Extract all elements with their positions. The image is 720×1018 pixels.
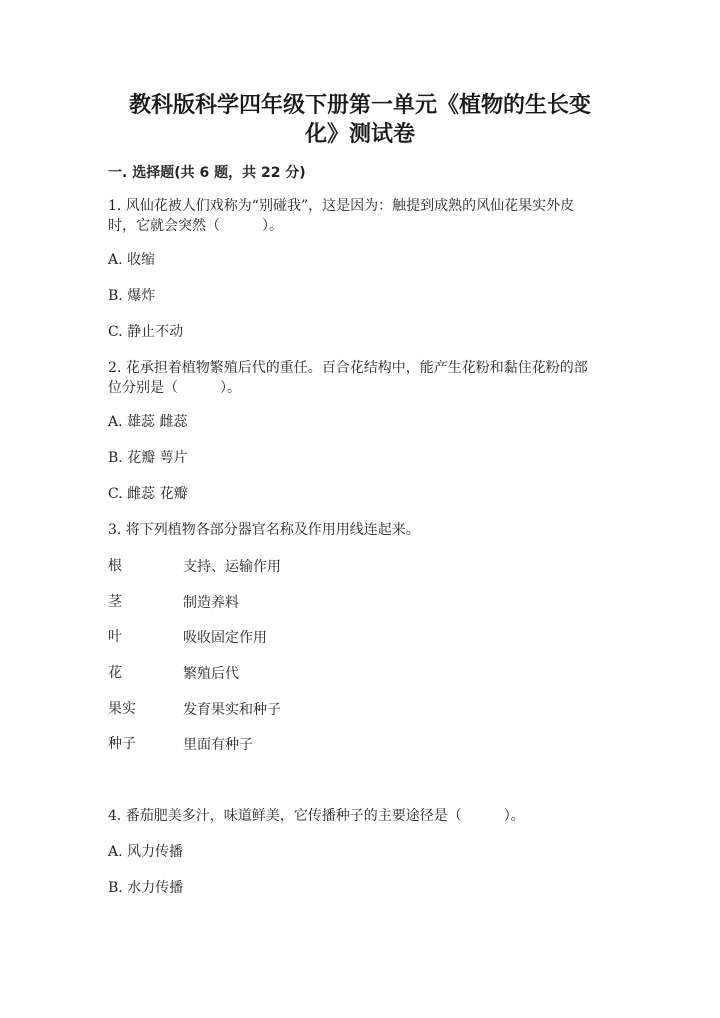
match-function: 制造养料 — [183, 595, 239, 611]
question-2-option-c: C. 雌蕊 花瓣 — [108, 486, 188, 502]
match-function: 里面有种子 — [183, 737, 253, 753]
question-1-text-line-2: 时，它就会突然（ ）。 — [108, 218, 283, 234]
page-title-line-2: 化》测试卷 — [304, 122, 415, 147]
match-organ: 茎 — [108, 594, 122, 610]
match-organ: 种子 — [108, 736, 136, 752]
question-3-text: 3. 将下列植物各部分器官名称及作用用线连起来。 — [108, 522, 420, 538]
section-heading: 一. 选择题(共 6 题，共 22 分) — [108, 165, 306, 181]
question-2-text-line-2: 位分别是（ ）。 — [108, 380, 241, 396]
question-1-option-c: C. 静止不动 — [108, 324, 184, 340]
question-1-option-a: A. 收缩 — [108, 252, 156, 268]
match-organ: 花 — [108, 665, 122, 681]
match-function: 支持、运输作用 — [183, 559, 281, 575]
page-title-line-1: 教科版科学四年级下册第一单元《植物的生长变 — [128, 93, 591, 118]
match-organ: 叶 — [108, 629, 122, 645]
match-organ: 根 — [108, 558, 122, 574]
match-function: 发育果实和种子 — [183, 702, 281, 718]
question-2-option-a: A. 雄蕊 雌蕊 — [108, 414, 188, 430]
question-2-text-line-1: 2. 花承担着植物繁殖后代的重任。百合花结构中，能产生花粉和黏住花粉的部 — [108, 360, 588, 376]
question-1-text-line-1: 1. 风仙花被人们戏称为“别碰我”，这是因为：触提到成熟的风仙花果实外皮 — [108, 198, 575, 214]
question-4-text: 4. 番茄肥美多汁，味道鲜美，它传播种子的主要途径是（ ）。 — [108, 808, 525, 824]
match-function: 吸收固定作用 — [183, 630, 267, 646]
match-organ: 果实 — [108, 701, 136, 717]
question-4-option-b: B. 水力传播 — [108, 880, 184, 896]
question-4-option-a: A. 风力传播 — [108, 844, 184, 860]
question-1-option-b: B. 爆炸 — [108, 288, 156, 304]
question-2-option-b: B. 花瓣 萼片 — [108, 450, 188, 466]
match-function: 繁殖后代 — [183, 666, 239, 682]
